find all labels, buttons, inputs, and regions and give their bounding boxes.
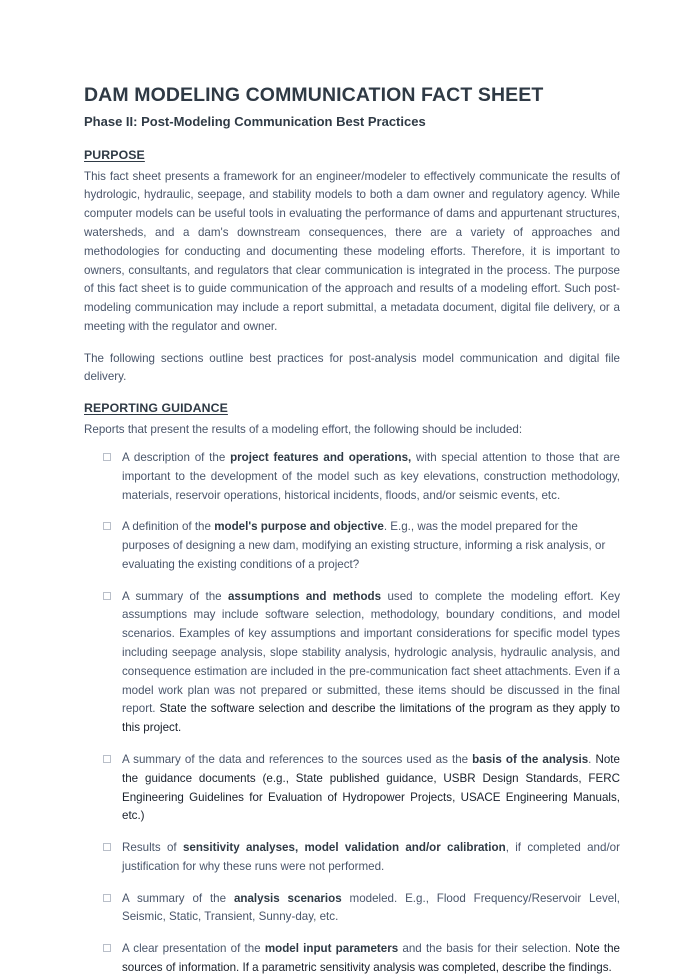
- list-item: [84, 839, 620, 877]
- list-item-text: with special attention to those that are important to the development of the model such as key elevations, construction methodology, materials, reservoir operations, historical incidents, floods, and/or seismic events, etc.: [122, 451, 620, 502]
- list-item-text: A clear presentation of the: [122, 942, 265, 956]
- section-heading-purpose: PURPOSE: [84, 147, 145, 162]
- list-item-emphasis: basis of the analysis: [472, 752, 589, 766]
- purpose-paragraph-2: The following sections outline best practices for post-analysis model communication and digital file delivery.: [84, 351, 620, 384]
- list-item-text: .: [588, 752, 596, 766]
- hollow-square-bullet-icon: [103, 453, 111, 461]
- list-item-text: . E.g., was the model prepared for the purposes of designing a new dam, modifying an existing structure, informing a risk analysis, or evaluating the existing conditions of a project?: [122, 520, 606, 571]
- list-item: [84, 449, 620, 505]
- list-item: [84, 588, 620, 738]
- page-subtitle: Phase II: Post-Modeling Communication Best Practices: [84, 114, 426, 130]
- purpose-paragraph-1: This fact sheet presents a framework for an engineer/modeler to effectively communicate the results of hydrologic, hydraulic, seepage, and stability models to both a dam owner and regulatory agency. While computer models can be useful tools in evaluating the performance of dams and appurtenant structures, watersheds, and a dam's downstream consequences, there are a variety of approaches and methodologies for conducting and documenting these modeling efforts. Therefore, it is important to owners, consultants, and regulators that clear communication is integrated in the process. The purpose of this fact sheet is to guide communication of the approach and results of a modeling effort. Such post-modeling communication may include a report submittal, a metadata document, digital file delivery, or a meeting with the regulator and owner.: [84, 169, 620, 333]
- list-item: [84, 940, 620, 978]
- reporting-guidance-intro: Reports that present the results of a modeling effort, the following should be included:: [84, 423, 523, 437]
- hollow-square-bullet-icon: [103, 522, 111, 530]
- hollow-square-bullet-icon: [103, 843, 111, 851]
- list-item-highlight-text: State the software selection and describe the limitations of the program as they apply to this project.: [122, 702, 621, 735]
- list-item-text: , if completed and/or justification for why these runs were not performed.: [122, 841, 620, 873]
- list-item: [84, 518, 620, 574]
- list-item-text: and the basis for their selection.: [398, 942, 576, 956]
- list-item-text: A summary of the: [122, 891, 234, 905]
- list-item-emphasis: assumptions and methods: [227, 589, 382, 603]
- list-item-text: modeled. E.g., Flood Frequency/Reservoir Level, Seismic, Static, Transient, Sunny-day, etc.: [122, 891, 620, 924]
- section-reporting-guidance: [84, 401, 620, 978]
- list-item: [84, 751, 620, 826]
- list-item-text: A summary of the: [122, 589, 228, 603]
- hollow-square-bullet-icon: [103, 894, 111, 902]
- page-title: DAM MODELING COMMUNICATION FACT SHEET: [84, 84, 544, 106]
- list-item-highlight-text: Note the guidance documents (e.g., State published guidance, USBR Design Standards, FERC Engineering Guidelines for Evaluation of Hydropower Projects, USACE Engineering Manuals, etc.): [122, 752, 620, 823]
- hollow-square-bullet-icon: [103, 592, 111, 600]
- list-item-text: A description of the: [122, 451, 231, 465]
- list-item-emphasis: model's purpose and objective: [214, 520, 384, 534]
- list-item: [84, 890, 620, 928]
- reporting-guidance-list: [84, 449, 620, 978]
- section-purpose: [84, 148, 620, 388]
- list-item-highlight-text: Note the sources of information. If a parametric sensitivity analysis was completed, describe the findings.: [122, 942, 620, 974]
- list-item-text: A summary of the data and references to the sources used as the: [122, 752, 473, 766]
- hollow-square-bullet-icon: [103, 944, 111, 952]
- list-item-text: A definition of the: [122, 520, 215, 534]
- list-item-emphasis: sensitivity analyses, model validation and/or calibration: [182, 841, 506, 855]
- list-item-text: Results of: [122, 841, 183, 855]
- section-heading-reporting-guidance: REPORTING GUIDANCE: [84, 401, 228, 416]
- list-item-emphasis: analysis scenarios: [233, 891, 342, 905]
- list-item-emphasis: project features and operations,: [230, 451, 412, 465]
- list-item-emphasis: model input parameters: [264, 942, 399, 956]
- hollow-square-bullet-icon: [103, 755, 111, 763]
- list-item-text: used to complete the modeling effort. Key assumptions may include software selection, methodology, boundary conditions, and model scenarios. Examples of key assumptions and important considerations for specific model types including seepage analysis, slope stability analysis, hydrologic analysis, hydraulic analysis, and consequence estimation are included in the pre-communication fact sheet attachments. Even if a model work plan was not prepared or submitted, these items should be discussed in the final report.: [122, 589, 620, 716]
